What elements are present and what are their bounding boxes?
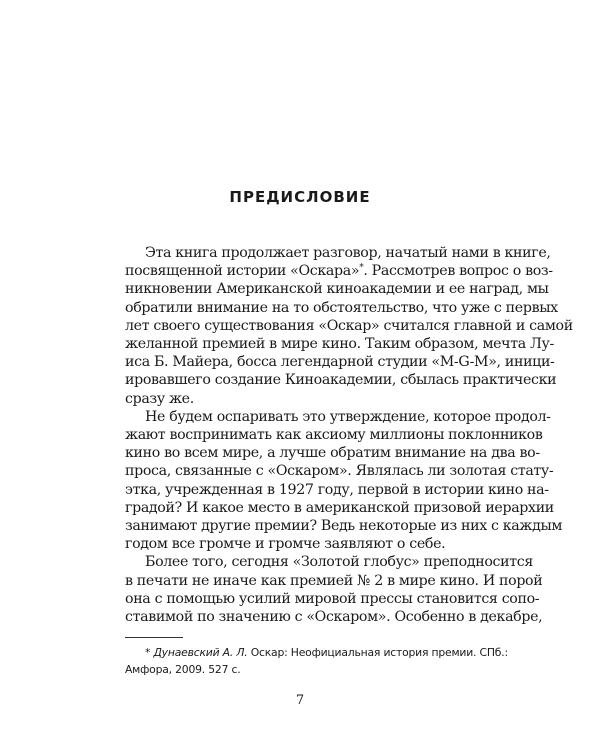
page-number: 7 [295,693,305,708]
footnote-rule [125,637,183,638]
text-line: она с помощью усилий мировой прессы становится сопо- [125,590,540,607]
text-line [125,262,553,280]
text-line: иса Б. Майера, босса легендарной студии «M-G-M», иници- [125,354,555,371]
text-line: годом все громче и громче заявляют о себе. [125,536,446,553]
text-line: занимают другие премии? Ведь некоторые из них с каждым [125,518,563,534]
text-line: градой? И какое место в американской призовой иерархии [125,499,554,516]
footnote-author: Дунаевский А. Л. [153,646,248,659]
footnote-line: Амфора, 2009. 527 с. [125,663,241,676]
footnote-text: Оскар: Неофициальная история премии. СПб.: [247,646,508,659]
text-fragment: посвященной истории «Оскара» [125,263,360,280]
text-line: жают воспринимать как аксиому миллионы поклонников [125,427,543,443]
text-line: желанной премией в мире кино. Таким образом, мечта Лу- [125,336,554,352]
text-line: кино во всем мире, а лучше обратим внимание на два во- [125,445,540,462]
footnote-line [125,644,508,661]
text-line: Не будем оспаривать это утверждение, которое продол- [145,408,551,425]
text-line: ировавшего создание Киноакадемии, сбылась практически [125,372,557,389]
text-line: ставимой по значению с «Оскаром». Особенно в декабре, [125,609,543,625]
text-fragment: . Рассмотрев вопрос о воз- [363,263,553,280]
text-line: проса, связанные с «Оскаром». Являлась ли золотая стату- [125,463,554,480]
text-line: Эта книга продолжает разговор, начатый нами в книге, [145,245,551,261]
footnote-reference: * [359,263,364,274]
text-line: Более того, сегодня «Золотой глобус» преподносится [145,554,533,571]
text-line: лет своего существования «Оскар» считался главной и самой [125,317,573,334]
text-line: обратили внимание на то обстоятельство, что уже с первых [125,299,558,316]
text-line: этка, учрежденная в 1927 году, первой в истории кино на- [125,481,549,498]
text-line: никновении Американской киноакадемии и ее наград, мы [125,281,549,298]
text-line: в печати не иначе как премией № 2 в мире кино. И порой [125,572,543,589]
footnote-marker: * [145,646,151,659]
text-line: сразу же. [125,390,194,407]
chapter-heading: ПРЕДИСЛОВИЕ [229,188,371,206]
